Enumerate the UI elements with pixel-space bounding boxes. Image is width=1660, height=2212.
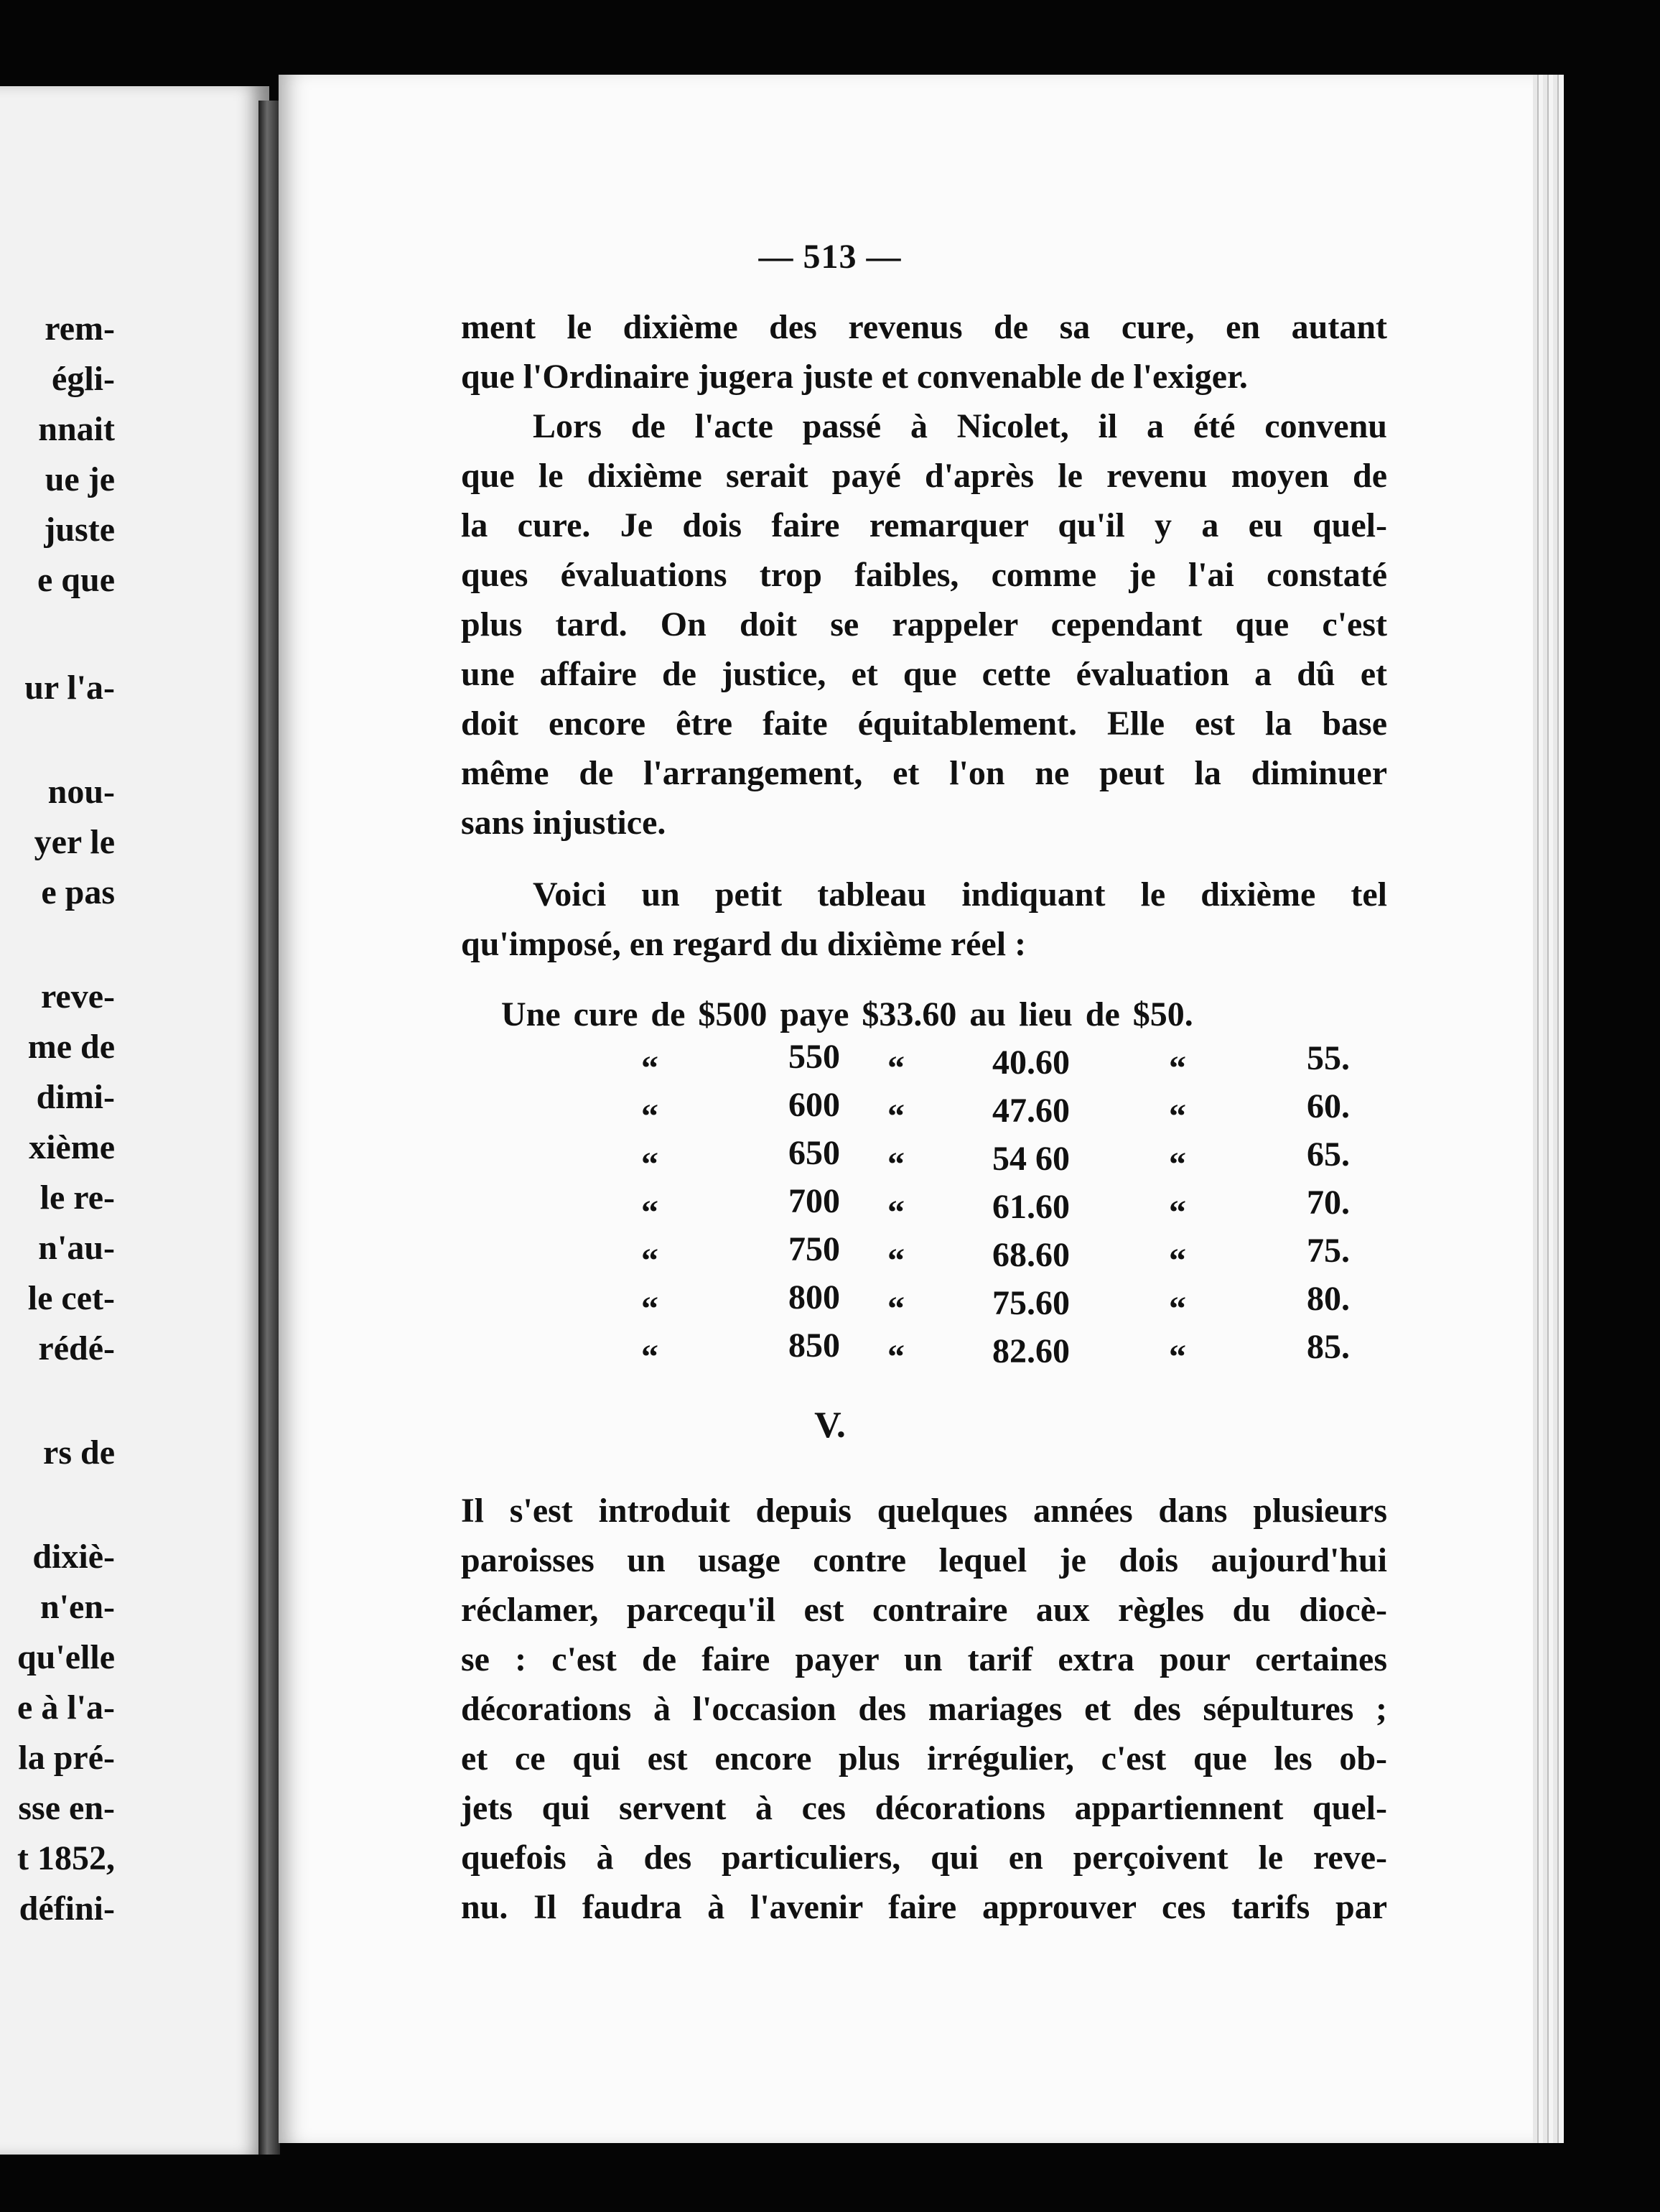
ditto-mark: “ [1169, 1290, 1186, 1328]
ditto-mark: “ [1169, 1146, 1186, 1184]
text-line: et ce qui est encore plus irrégulier, c'est que les ob- [461, 1739, 1387, 1778]
ditto-mark: “ [887, 1049, 905, 1087]
left-page-fragment: e pas [41, 873, 115, 911]
ditto-mark: “ [1169, 1338, 1186, 1376]
left-page-fragment: n'au- [38, 1229, 115, 1267]
text-line: plus tard. On doit se rappeler cependant que c'est [461, 605, 1387, 643]
cure-revenue: 750 [788, 1230, 840, 1268]
left-page-fragment: e à l'a- [17, 1688, 115, 1727]
left-page-fragment: le re- [39, 1179, 115, 1217]
dime-real: 75. [1307, 1232, 1350, 1270]
dime-paid: 47.60 [992, 1092, 1070, 1130]
dime-paid: 82.60 [992, 1332, 1070, 1370]
text-line: doit encore être faite équitablement. Elle est la base [461, 705, 1387, 743]
left-page-fragment: le cet- [27, 1279, 115, 1317]
text-line: se : c'est de faire payer un tarif extra pour certaines [461, 1640, 1387, 1678]
dime-real: 60. [1307, 1087, 1350, 1125]
cure-revenue: 700 [788, 1182, 840, 1220]
cure-revenue: 600 [788, 1086, 840, 1124]
text-line: ment le dixième des revenus de sa cure, en autant [461, 308, 1387, 346]
dime-paid: 54 60 [992, 1140, 1070, 1178]
text-line: que l'Ordinaire jugera juste et convenable de l'exiger. [461, 358, 1248, 396]
ditto-mark: “ [887, 1194, 905, 1232]
dime-real: 70. [1307, 1184, 1350, 1222]
left-page-fragment: yer le [34, 823, 115, 861]
left-page-fragment: dimi- [36, 1078, 115, 1116]
dime-real: 65. [1307, 1135, 1350, 1174]
left-page-fragment: n'en- [39, 1588, 115, 1626]
text-line: nu. Il faudra à l'avenir faire approuver ces tarifs par [461, 1888, 1387, 1926]
text-line: que le dixième serait payé d'après le revenu moyen de [461, 457, 1387, 495]
dime-paid: 75.60 [992, 1284, 1070, 1322]
ditto-mark: “ [641, 1097, 658, 1135]
ditto-mark: “ [887, 1290, 905, 1328]
ditto-mark: “ [1169, 1194, 1186, 1232]
ditto-mark: “ [641, 1338, 658, 1376]
text-line: une affaire de justice, et que cette évaluation a dû et [461, 655, 1387, 693]
section-heading: V. [814, 1405, 846, 1446]
text-line: Voici un petit tableau indiquant le dixième tel [533, 875, 1387, 914]
dime-paid: 68.60 [992, 1236, 1070, 1274]
text-line: ques évaluations trop faibles, comme je l'ai constaté [461, 556, 1387, 594]
cure-revenue: 650 [788, 1134, 840, 1172]
text-line: décorations à l'occasion des mariages et des sépultures ; [461, 1690, 1387, 1728]
text-line: réclamer, parcequ'il est contraire aux règles du diocè- [461, 1591, 1387, 1629]
left-page-fragment: juste [44, 511, 115, 549]
dime-paid: 61.60 [992, 1188, 1070, 1226]
dime-real: 80. [1307, 1280, 1350, 1318]
text-line: paroisses un usage contre lequel je dois aujourd'hui [461, 1541, 1387, 1579]
left-page-fragment: ur l'a- [24, 669, 115, 707]
text-line: Il s'est introduit depuis quelques années dans plusieurs [461, 1492, 1387, 1530]
left-page-fragment: nnait [38, 410, 115, 448]
left-page-fragment: rédé- [38, 1329, 115, 1367]
dime-real: 55. [1307, 1039, 1350, 1077]
left-page-fragment: nou- [47, 773, 115, 811]
ditto-mark: “ [641, 1242, 658, 1280]
left-page-fragment: défini- [19, 1890, 115, 1928]
text-line: jets qui servent à ces décorations appartiennent quel- [461, 1789, 1387, 1827]
ditto-mark: “ [641, 1049, 658, 1087]
left-page-fragment: e que [37, 561, 115, 599]
text-line: qu'imposé, en regard du dixième réel : [461, 925, 1027, 963]
left-page-fragment: qu'elle [17, 1638, 115, 1676]
page-number: — 513 — [758, 238, 902, 276]
ditto-mark: “ [641, 1290, 658, 1328]
left-page-fragment: sse en- [18, 1789, 115, 1827]
ditto-mark: “ [1169, 1097, 1186, 1135]
ditto-mark: “ [887, 1338, 905, 1376]
ditto-mark: “ [641, 1146, 658, 1184]
left-page-fragment: xième [29, 1128, 115, 1166]
text-line: même de l'arrangement, et l'on ne peut la diminuer [461, 754, 1387, 792]
cure-revenue: 850 [788, 1326, 840, 1365]
dime-table-header: Une cure de $500 paye $33.60 au lieu de $50. [501, 995, 1193, 1033]
left-page-fragment: la pré- [18, 1739, 115, 1777]
ditto-mark: “ [887, 1097, 905, 1135]
cure-revenue: 550 [788, 1038, 840, 1076]
left-page-fragment: ue je [45, 460, 115, 498]
left-page-fragment: t 1852, [17, 1839, 115, 1877]
ditto-mark: “ [1169, 1049, 1186, 1087]
text-line: Lors de l'acte passé à Nicolet, il a été convenu [533, 407, 1387, 445]
left-page-fragment: rs de [43, 1433, 115, 1472]
left-page-fragment: dixiè- [32, 1538, 115, 1576]
left-page-fragment: rem- [45, 310, 115, 348]
ditto-mark: “ [1169, 1242, 1186, 1280]
text-line: sans injustice. [461, 804, 666, 842]
page-edge [1533, 75, 1563, 2143]
ditto-mark: “ [641, 1194, 658, 1232]
text-line: quefois à des particuliers, qui en perçoivent le reve- [461, 1839, 1387, 1877]
left-page-fragment: égli- [52, 360, 115, 398]
dime-paid: 40.60 [992, 1044, 1070, 1082]
ditto-mark: “ [887, 1146, 905, 1184]
cure-revenue: 800 [788, 1278, 840, 1316]
left-page-fragment: reve- [40, 977, 115, 1016]
book-gutter [258, 101, 280, 2155]
text-line: la cure. Je dois faire remarquer qu'il y a eu quel- [461, 506, 1387, 544]
dime-real: 85. [1307, 1328, 1350, 1366]
ditto-mark: “ [887, 1242, 905, 1280]
left-page-fragment: me de [27, 1028, 115, 1066]
